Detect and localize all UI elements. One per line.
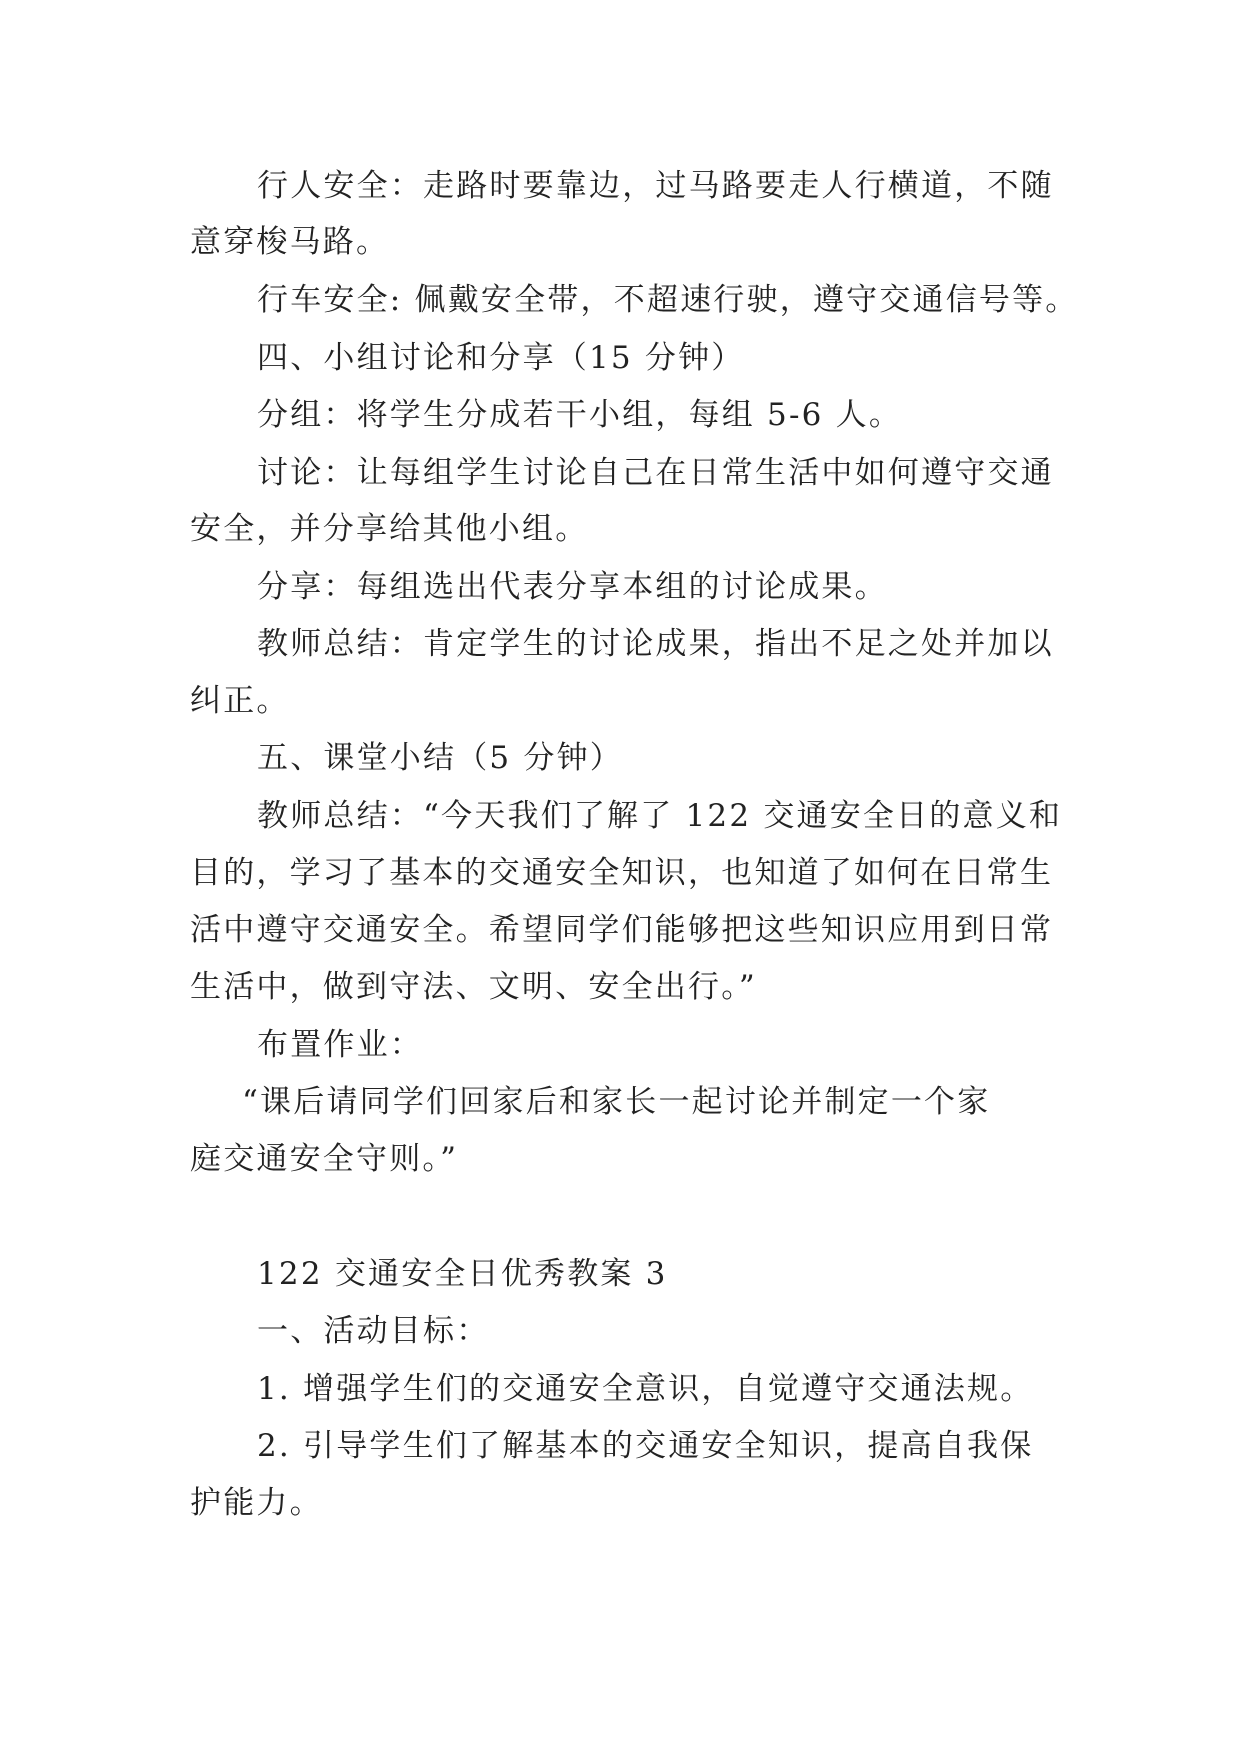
body-text-line: 行人安全：走路时要靠边，过马路要走人行横道，不随 (257, 168, 1054, 204)
body-text-line: 教师总结：肯定学生的讨论成果，指出不足之处并加以 (257, 626, 1054, 662)
section-heading: 四、小组讨论和分享（15 分钟） (257, 340, 745, 376)
body-text-line: 庭交通安全守则。” (190, 1141, 459, 1177)
body-text-line: 护能力。 (190, 1485, 323, 1521)
body-text-line: 生活中，做到守法、文明、安全出行。” (190, 969, 757, 1005)
body-text-line: 活中遵守交通安全。希望同学们能够把这些知识应用到日常 (190, 912, 1054, 948)
list-item: 2. 引导学生们了解基本的交通安全知识，提高自我保 (257, 1428, 1034, 1464)
body-text-line: 布置作业： (257, 1027, 423, 1063)
body-text-line: 目的，学习了基本的交通安全知识，也知道了如何在日常生 (190, 855, 1054, 891)
body-text-line: 意穿梭马路。 (190, 224, 390, 260)
body-text-line: 讨论：让每组学生讨论自己在日常生活中如何遵守交通 (257, 455, 1054, 491)
body-text-line: “课后请同学们回家后和家长一起讨论并制定一个家 (242, 1084, 991, 1120)
section-heading: 一、活动目标： (257, 1313, 490, 1349)
body-text-line: 安全，并分享给其他小组。 (190, 511, 589, 547)
body-text-line: 行车安全: 佩戴安全带，不超速行驶，遵守交通信号等。 (257, 282, 1079, 318)
list-item: 1. 增强学生们的交通安全意识，自觉遵守交通法规。 (257, 1371, 1034, 1407)
body-text-line: 教师总结：“今天我们了解了 122 交通安全日的意义和 (257, 798, 1063, 834)
body-text-line: 纠正。 (190, 683, 290, 719)
body-text-line: 分享：每组选出代表分享本组的讨论成果。 (257, 569, 888, 605)
document-title: 122 交通安全日优秀教案 3 (257, 1256, 668, 1292)
section-heading: 五、课堂小结（5 分钟） (257, 740, 623, 776)
body-text-line: 分组：将学生分成若干小组，每组 5-6 人。 (257, 397, 903, 433)
